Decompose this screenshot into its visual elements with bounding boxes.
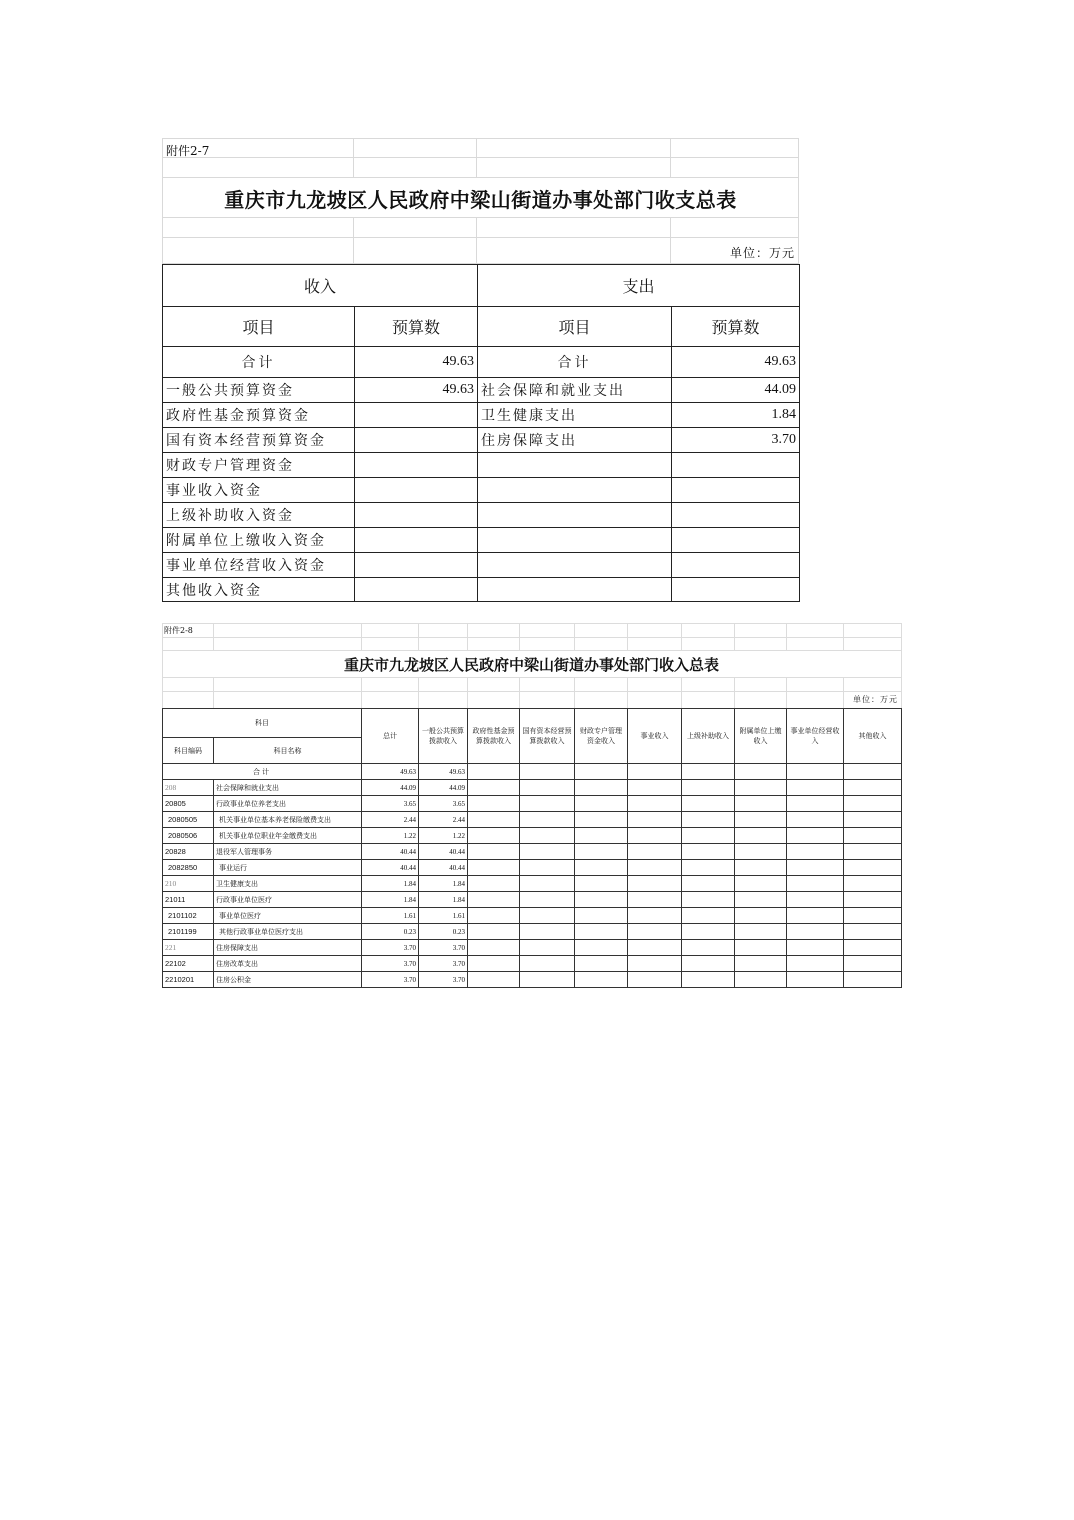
- income-value: [355, 553, 478, 578]
- income-item: 一般公共预算资金: [163, 378, 355, 403]
- expense-budget-header: 预算数: [672, 307, 800, 347]
- income-item: 事业收入资金: [163, 478, 355, 503]
- total-value: 1.22: [362, 828, 419, 844]
- income-value: [355, 453, 478, 478]
- affiliated-unit-header: 附属单位上缴收入: [735, 709, 787, 764]
- table-row: [163, 796, 902, 812]
- expense-item: [478, 503, 672, 528]
- expense-item: [478, 478, 672, 503]
- general-value: 40.44: [419, 844, 468, 860]
- total-value: 40.44: [362, 860, 419, 876]
- general-value: 1.22: [419, 828, 468, 844]
- income-item: 政府性基金预算资金: [163, 403, 355, 428]
- expense-header: 支出: [478, 265, 800, 307]
- operating-income-header: 事业单位经营收入: [787, 709, 844, 764]
- total-value: 3.65: [362, 796, 419, 812]
- subject-code: 2080505: [163, 812, 214, 828]
- general-value: 49.63: [419, 764, 468, 780]
- table-row: [163, 403, 800, 428]
- expense-item-header: 项目: [478, 307, 672, 347]
- table-row: [163, 876, 902, 892]
- grid-cell: [162, 218, 354, 238]
- expense-value: 44.09: [672, 378, 800, 403]
- subject-code-header: 科目编码: [163, 738, 214, 764]
- subject-name: 住房保障支出: [214, 940, 362, 956]
- subject-name: 退役军人管理事务: [214, 844, 362, 860]
- income-value: [355, 478, 478, 503]
- income-value: 49.63: [355, 378, 478, 403]
- subject-code: 208: [163, 780, 214, 796]
- grid-cell: [671, 158, 799, 178]
- grid-cell: [477, 138, 671, 158]
- general-value: 40.44: [419, 860, 468, 876]
- subject-name-header: 科目名称: [214, 738, 362, 764]
- general-value: 3.70: [419, 956, 468, 972]
- expense-value: 3.70: [672, 428, 800, 453]
- expense-value: [672, 478, 800, 503]
- subject-name: 行政事业单位医疗: [214, 892, 362, 908]
- total-value: 44.09: [362, 780, 419, 796]
- income-value: [355, 503, 478, 528]
- expense-item: 社会保障和就业支出: [478, 378, 672, 403]
- expense-value: 1.84: [672, 403, 800, 428]
- unit-label: 单位：万元: [729, 246, 795, 260]
- grid-cell: [162, 158, 354, 178]
- grid-cell: [354, 138, 477, 158]
- table-row: [163, 553, 800, 578]
- table-row: [163, 578, 800, 602]
- table-row: [163, 956, 902, 972]
- total-value: 3.70: [362, 972, 419, 988]
- expense-value: [672, 553, 800, 578]
- general-value: 1.61: [419, 908, 468, 924]
- income-total-label: 合计: [163, 347, 355, 378]
- grid-cell: [671, 138, 799, 158]
- table-row: [163, 924, 902, 940]
- general-value: 2.44: [419, 812, 468, 828]
- subject-header: 科目: [163, 709, 362, 738]
- expense-total-label: 合计: [478, 347, 672, 378]
- income-total-value: 49.63: [355, 347, 478, 378]
- subject-name: 事业单位医疗: [214, 908, 362, 924]
- subject-code: 2101199: [163, 924, 214, 940]
- table-row: [163, 892, 902, 908]
- total-value: 40.44: [362, 844, 419, 860]
- total-value: 1.61: [362, 908, 419, 924]
- subject-name: 住房改革支出: [214, 956, 362, 972]
- income-expense-summary-table: [162, 138, 799, 601]
- table-row: [163, 972, 902, 988]
- special-account-header: 财政专户管理资金收入: [575, 709, 628, 764]
- career-income-header: 事业收入: [628, 709, 682, 764]
- income-value: [355, 428, 478, 453]
- table-row: [163, 780, 902, 796]
- table-title: 重庆市九龙坡区人民政府中梁山街道办事处部门收入总表: [343, 656, 719, 674]
- grid-cell: [477, 238, 671, 264]
- grid-cell: [671, 218, 799, 238]
- income-value: [355, 403, 478, 428]
- expense-item: [478, 553, 672, 578]
- table-row: [163, 812, 902, 828]
- expense-value: [672, 528, 800, 553]
- superior-subsidy-header: 上级补助收入: [682, 709, 735, 764]
- expense-item: [478, 453, 672, 478]
- subject-name: 卫生健康支出: [214, 876, 362, 892]
- total-label: 合计: [163, 764, 362, 780]
- subject-code: 2080506: [163, 828, 214, 844]
- total-row: [163, 764, 902, 780]
- total-value: 1.84: [362, 892, 419, 908]
- subject-code: 20805: [163, 796, 214, 812]
- general-budget-header: 一般公共预算拨款收入: [419, 709, 468, 764]
- expense-item: 卫生健康支出: [478, 403, 672, 428]
- general-value: 1.84: [419, 892, 468, 908]
- general-value: 3.70: [419, 972, 468, 988]
- table-row: [163, 378, 800, 403]
- other-income-header: 其他收入: [844, 709, 902, 764]
- grid-cell: [162, 238, 354, 264]
- annex-label: 附件2-7: [166, 144, 210, 158]
- total-header: 总计: [362, 709, 419, 764]
- table-row: [163, 503, 800, 528]
- total-value: 1.84: [362, 876, 419, 892]
- income-item: 上级补助收入资金: [163, 503, 355, 528]
- income-item: 财政专户管理资金: [163, 453, 355, 478]
- summary-grid: [162, 264, 800, 602]
- state-capital-header: 国有资本经营预算拨款收入: [520, 709, 575, 764]
- income-item-header: 项目: [163, 307, 355, 347]
- subject-code: 210: [163, 876, 214, 892]
- expense-value: [672, 453, 800, 478]
- subject-code: 221: [163, 940, 214, 956]
- general-value: 1.84: [419, 876, 468, 892]
- subject-code: 2082850: [163, 860, 214, 876]
- total-value: 0.23: [362, 924, 419, 940]
- expense-item: [478, 578, 672, 602]
- expense-item: 住房保障支出: [478, 428, 672, 453]
- subject-code: 20828: [163, 844, 214, 860]
- unit-label: 单位：万元: [853, 695, 898, 704]
- grid-cell: [354, 238, 477, 264]
- table-row: [163, 860, 902, 876]
- income-value: [355, 578, 478, 602]
- income-item: 附属单位上缴收入资金: [163, 528, 355, 553]
- income-budget-header: 预算数: [355, 307, 478, 347]
- table-row: [163, 908, 902, 924]
- subject-name: 住房公积金: [214, 972, 362, 988]
- grid-cell: [477, 158, 671, 178]
- table-row: [163, 528, 800, 553]
- subject-name: 社会保障和就业支出: [214, 780, 362, 796]
- subject-name: 机关事业单位基本养老保险缴费支出: [214, 812, 362, 828]
- subject-code: 22102: [163, 956, 214, 972]
- income-item: 国有资本经营预算资金: [163, 428, 355, 453]
- income-value: [355, 528, 478, 553]
- expense-item: [478, 528, 672, 553]
- income-summary-table: [162, 623, 901, 989]
- subject-name: 其他行政事业单位医疗支出: [214, 924, 362, 940]
- total-value: 2.44: [362, 812, 419, 828]
- grid-cell: [354, 218, 477, 238]
- subject-name: 行政事业单位养老支出: [214, 796, 362, 812]
- table-row: [163, 453, 800, 478]
- income-header: 收入: [163, 265, 478, 307]
- total-value: 3.70: [362, 956, 419, 972]
- grid-cell: [354, 158, 477, 178]
- subject-code: 2210201: [163, 972, 214, 988]
- table-row: [163, 828, 902, 844]
- general-value: 44.09: [419, 780, 468, 796]
- general-value: 3.70: [419, 940, 468, 956]
- table-row: [163, 940, 902, 956]
- expense-total-value: 49.63: [672, 347, 800, 378]
- subject-code: 2101102: [163, 908, 214, 924]
- annex-label: 附件2-8: [164, 626, 193, 635]
- expense-value: [672, 503, 800, 528]
- income-item: 事业单位经营收入资金: [163, 553, 355, 578]
- table-title: 重庆市九龙坡区人民政府中梁山街道办事处部门收支总表: [224, 188, 737, 212]
- subject-name: 事业运行: [214, 860, 362, 876]
- total-value: 3.70: [362, 940, 419, 956]
- subject-name: 机关事业单位职业年金缴费支出: [214, 828, 362, 844]
- subject-code: 21011: [163, 892, 214, 908]
- table-row: [163, 428, 800, 453]
- fund-budget-header: 政府性基金预算拨款收入: [468, 709, 520, 764]
- income-item: 其他收入资金: [163, 578, 355, 602]
- table-row: [163, 844, 902, 860]
- grid-cell: [477, 218, 671, 238]
- general-value: 3.65: [419, 796, 468, 812]
- expense-value: [672, 578, 800, 602]
- income-grid: [162, 708, 902, 988]
- general-value: 0.23: [419, 924, 468, 940]
- table-row: [163, 478, 800, 503]
- total-value: 49.63: [362, 764, 419, 780]
